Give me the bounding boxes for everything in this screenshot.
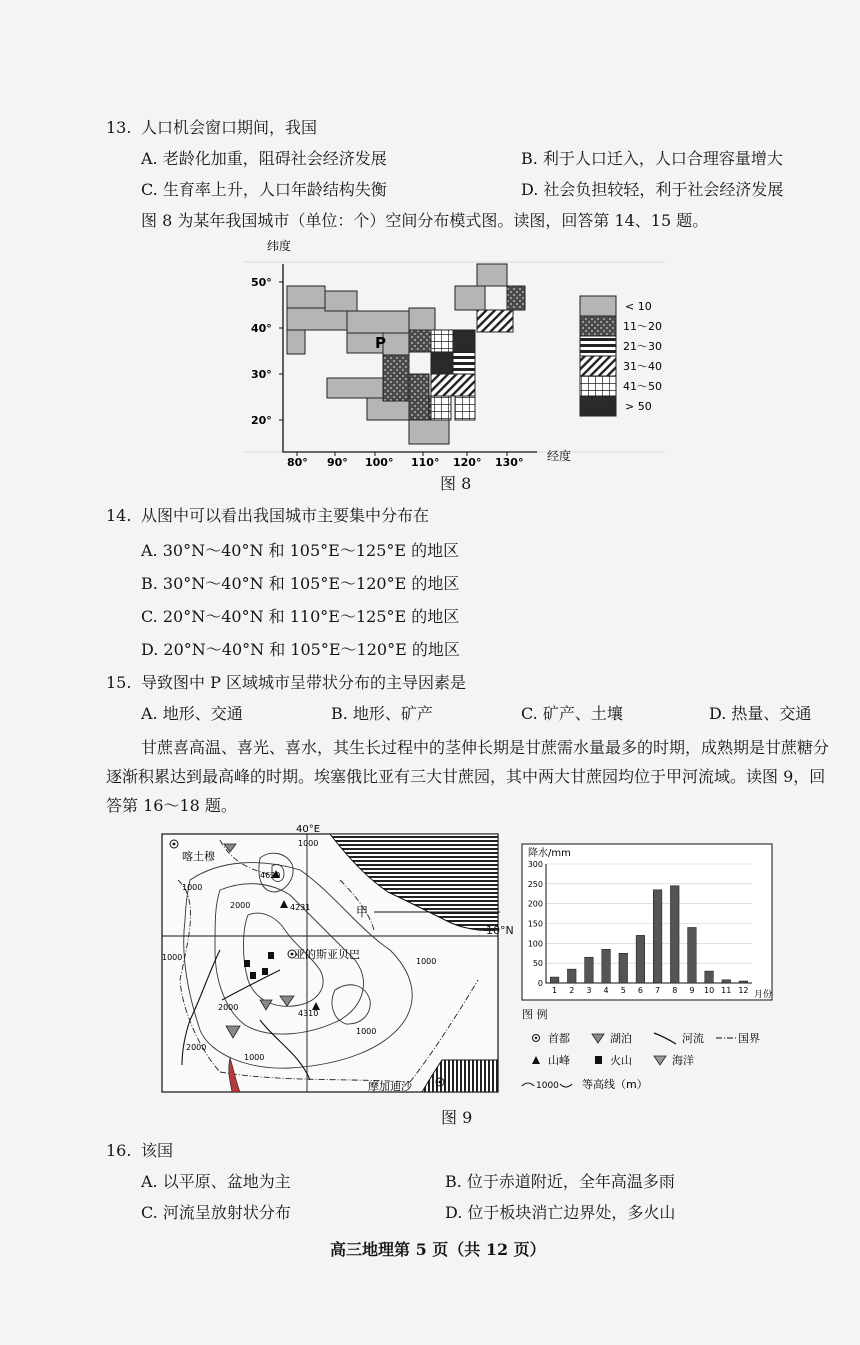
- fig9-contour: 2000: [218, 1003, 239, 1012]
- legend-peak: 山峰: [548, 1054, 570, 1067]
- fig9-elev: 4231: [290, 903, 311, 912]
- fig8-legend-label: 21～30: [623, 340, 662, 353]
- chart-y-tick-label: 250: [527, 879, 543, 889]
- q16-option-d: D. 位于板块消亡边界处，多火山: [445, 1203, 676, 1222]
- fig8-legend-label: < 10: [625, 300, 652, 313]
- legend-volcano: 火山: [610, 1054, 632, 1067]
- fig9-contour: 1000: [162, 953, 183, 962]
- chart-bar: [585, 957, 594, 983]
- q13-option-b: B. 利于人口迁入，人口合理容量增大: [521, 149, 783, 168]
- chart-x-tick-label: 9: [689, 986, 695, 995]
- chart-x-tick-label: 6: [637, 986, 643, 995]
- q15-option-a: A. 地形、交通: [141, 704, 243, 723]
- q14-number: 14.: [106, 506, 132, 525]
- fig8-cells: [287, 264, 525, 444]
- fig9-contour: 1000: [244, 1053, 265, 1062]
- fig8-legend: [580, 296, 616, 416]
- q14-option-b: B. 30°N～40°N 和 105°E～120°E 的地区: [141, 574, 460, 593]
- fig9-legend: [520, 1006, 780, 1092]
- fig8-legend-label: 31～40: [623, 360, 662, 373]
- fig8-xtick: 90°: [327, 456, 348, 469]
- fig8-xtick: 120°: [453, 456, 482, 469]
- ocean-icon: [654, 1056, 666, 1065]
- chart-x-tick-label: 2: [569, 986, 575, 995]
- q13-option-a: A. 老龄化加重，阻碍社会经济发展: [141, 149, 387, 168]
- fig8-xtick: 110°: [411, 456, 440, 469]
- q13-option-c: C. 生育率上升，人口年龄结构失衡: [141, 180, 387, 199]
- fig8-ytick: 30°: [251, 368, 272, 381]
- chart-x-tick-label: 5: [620, 986, 626, 995]
- fig9-place-addis: 亚的斯亚贝巴: [294, 948, 360, 961]
- fig9-place-mogadishu: 摩加迪沙: [368, 1080, 412, 1093]
- figure-9-map: [160, 820, 500, 1095]
- q15-stem: 导致图中 P 区域城市呈带状分布的主导因素是: [141, 673, 466, 692]
- fig8-ytick: 40°: [251, 322, 272, 335]
- legend-border: 国界: [738, 1032, 760, 1045]
- chart-bar: [670, 886, 679, 983]
- chart-bar: [688, 927, 697, 983]
- chart-x-tick-label: 8: [672, 986, 678, 995]
- q13-option-d: D. 社会负担较轻，利于社会经济发展: [521, 180, 784, 199]
- q15-option-d: D. 热量、交通: [709, 704, 812, 723]
- chart-x-tick-label: 7: [655, 986, 661, 995]
- chart-bar: [705, 971, 714, 983]
- chart-y-tick-label: 0: [537, 979, 543, 988]
- q13-number: 13.: [106, 118, 132, 137]
- fig9-contour: 2000: [230, 901, 251, 910]
- q14-option-d: D. 20°N～40°N 和 105°E～120°E 的地区: [141, 640, 460, 659]
- chart-y-tick-label: 100: [527, 939, 543, 949]
- fig8-legend-label: 41～50: [623, 380, 662, 393]
- chart-y-tick-label: 50: [532, 959, 543, 969]
- peak-icon: [532, 1056, 540, 1064]
- legend-river: 河流: [682, 1032, 704, 1045]
- legend-contour-text: 等高线（m）: [582, 1078, 648, 1091]
- river-icon: [654, 1033, 676, 1044]
- fig8-y-title: 纬度: [267, 239, 292, 253]
- legend-title: 图 例: [522, 1008, 548, 1021]
- fig8-xtick: 100°: [365, 456, 394, 469]
- q16-option-c: C. 河流呈放射状分布: [141, 1203, 291, 1222]
- chart-x-tick-label: 4: [603, 986, 609, 995]
- fig9-elev: 4310: [298, 1009, 319, 1018]
- fig8-intro: 图 8 为某年我国城市（单位：个）空间分布模式图。读图，回答第 14、15 题。: [141, 211, 709, 230]
- legend-ocean: 海洋: [672, 1054, 694, 1067]
- fig9-contour: 1000: [356, 1027, 377, 1036]
- chart-bar: [653, 890, 662, 983]
- chart-bar: [550, 977, 559, 983]
- q15-option-b: B. 地形、矿产: [331, 704, 433, 723]
- chart-y-tick-label: 200: [527, 899, 543, 909]
- q16-number: 16.: [106, 1141, 132, 1160]
- fig9-contour: 1000: [182, 883, 203, 892]
- fig9-lat-label: 10°N: [486, 924, 514, 937]
- chart-bar: [619, 953, 628, 983]
- chart-x-tick-label: 10: [703, 986, 715, 995]
- chart-y-title: 降水/mm: [528, 848, 571, 859]
- chart-x-tick-label: 1: [552, 986, 558, 995]
- chart-y-tick-label: 300: [527, 860, 543, 869]
- fig8-caption: 图 8: [440, 474, 472, 493]
- chart-bar: [602, 949, 611, 983]
- fig8-xtick: 130°: [495, 456, 524, 469]
- legend-lake: 湖泊: [610, 1032, 632, 1045]
- fig8-legend-label: 11～20: [623, 320, 662, 333]
- figure-8-map: [245, 236, 665, 470]
- q14-option-a: A. 30°N～40°N 和 105°E～125°E 的地区: [141, 541, 460, 560]
- chart-y-tick-label: 150: [527, 919, 543, 929]
- fig8-ytick: 20°: [251, 414, 272, 427]
- chart-x-tick-label: 11: [721, 986, 732, 995]
- chart-bar: [739, 981, 748, 983]
- fig9-contour: 1000: [416, 957, 437, 966]
- q15-option-c: C. 矿产、土壤: [521, 704, 623, 723]
- fig9-contour: 1000: [298, 839, 319, 848]
- legend-contour-value: 1000: [536, 1081, 559, 1091]
- chart-x-title: 月份: [754, 990, 773, 1000]
- chart-x-tick-label: 12: [738, 986, 749, 995]
- fig8-legend-label: > 50: [625, 400, 652, 413]
- q14-stem: 从图中可以看出我国城市主要集中分布在: [141, 506, 430, 525]
- fig8-xtick: 80°: [287, 456, 308, 469]
- q13-stem: 人口机会窗口期间，我国: [141, 118, 318, 137]
- fig8-ytick: 50°: [251, 276, 272, 289]
- fig8-x-title: 经度: [547, 449, 572, 463]
- q16-option-a: A. 以平原、盆地为主: [141, 1172, 291, 1191]
- fig9-elev: 4620: [260, 871, 281, 880]
- q14-option-c: C. 20°N～40°N 和 110°E～125°E 的地区: [141, 607, 460, 626]
- q16-option-b: B. 位于赤道附近，全年高温多雨: [445, 1172, 675, 1191]
- fig9-place-jia: 甲: [356, 905, 369, 919]
- q16-stem: 该国: [141, 1141, 174, 1160]
- chart-bar: [567, 969, 576, 983]
- fig8-p-label: P: [375, 334, 386, 352]
- chart-bar: [722, 980, 731, 983]
- fig9-intro: 甘蔗喜高温、喜光、喜水，其生长过程中的茎伸长期是甘蔗需水量最多的时期，成熟期是甘蔗糖分逐渐积累达到最高峰的时期。埃塞俄比亚有三大甘蔗园，其中两大甘蔗园均位于甲河流域。读图 9，回答第 16～18 题。: [106, 738, 830, 815]
- q15-number: 15.: [106, 673, 132, 692]
- fig9-caption: 图 9: [441, 1108, 473, 1127]
- fig9-place-khartoum: 喀土穆: [182, 850, 215, 863]
- volcano-icon: [595, 1056, 602, 1064]
- chart-x-tick-label: 3: [586, 986, 592, 995]
- precip-chart: [516, 842, 776, 1004]
- fig9-contour: 2000: [186, 1043, 207, 1052]
- page-footer: 高三地理第 5 页（共 12 页）: [330, 1240, 546, 1259]
- lake-icon: [592, 1034, 604, 1043]
- chart-bar: [636, 935, 645, 983]
- contour-icon: [522, 1083, 534, 1086]
- legend-capital: 首都: [548, 1032, 570, 1045]
- fig9-lon-label: 40°E: [296, 824, 321, 835]
